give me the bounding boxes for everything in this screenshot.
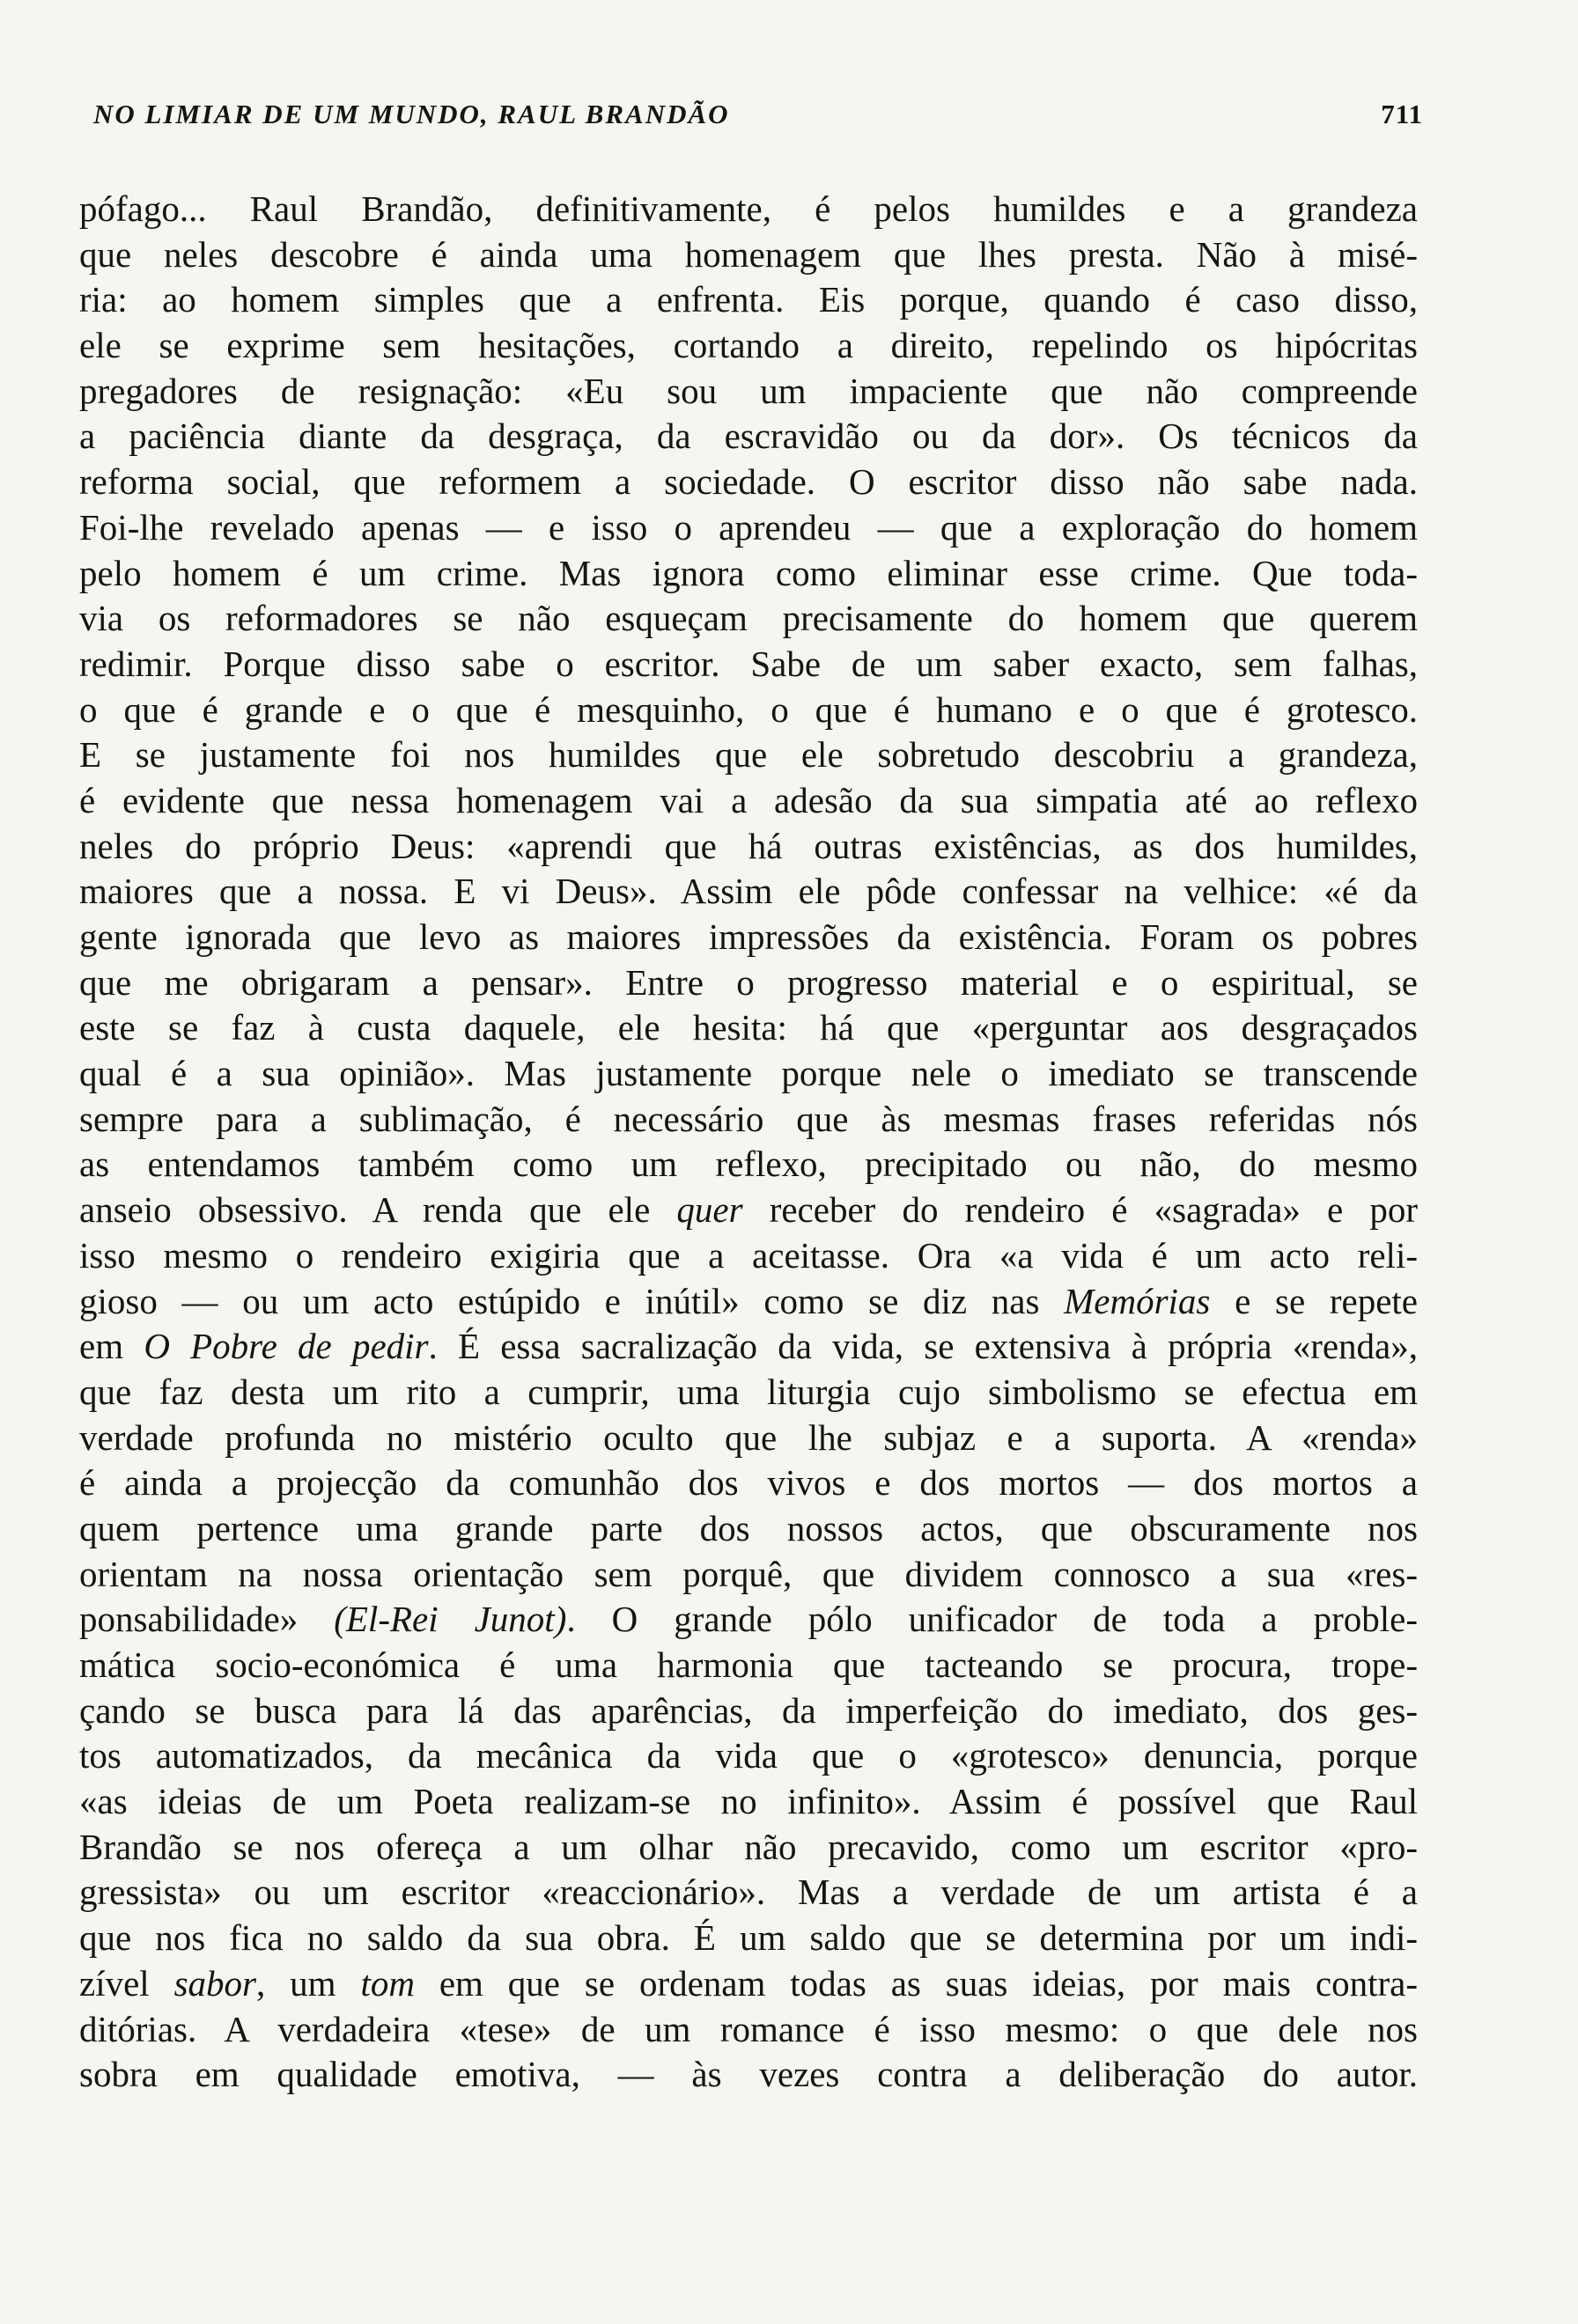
text-line: ria: ao homem simples que a enfrenta. Eis porque, quando é caso disso, — [79, 279, 1418, 320]
text-line: que faz desta um rito a cumprir, uma liturgia cujo simbolismo se efectua em — [79, 1371, 1418, 1412]
italic-text: quer — [676, 1189, 743, 1231]
text-line: o que é grande e o que é mesquinho, o que é humano e o que é grotesco. — [79, 688, 1418, 730]
page-header — [93, 99, 1423, 151]
text-line: ele se exprime sem hesitações, cortando a direito, repelindo os hipócritas — [79, 325, 1418, 366]
body-text — [79, 187, 1418, 2098]
text-line: pófago... Raul Brandão, definitivamente, é pelos humildes e a grandeza — [79, 188, 1418, 229]
text-line: Brandão se nos ofereça a um olhar não precavido, como um escritor «pro- — [79, 1826, 1418, 1867]
text-line: a paciência diante da desgraça, da escravidão ou da dor». Os técnicos da — [79, 416, 1418, 457]
italic-text: tom — [360, 1962, 415, 2004]
text-line: E se justamente foi nos humildes que ele sobretudo descobriu a grandeza, — [79, 734, 1418, 776]
text-line: maiores que a nossa. E vi Deus». Assim ele pôde confessar na velhice: «é da — [79, 871, 1418, 912]
text-line: redimir. Porque disso sabe o escritor. Sabe de um saber exacto, sem falhas, — [79, 643, 1418, 684]
text-line: sempre para a sublimação, é necessário que às mesmas frases referidas nós — [79, 1098, 1418, 1139]
text-line: anseio obsessivo. A renda que ele quer receber do rendeiro é «sagrada» e por — [79, 1189, 1418, 1231]
text-line: este se faz à custa daquele, ele hesita: há que «perguntar aos desgraçados — [79, 1007, 1418, 1048]
text-line: tos automatizados, da mecânica da vida que o «grotesco» denuncia, porque — [79, 1735, 1418, 1776]
text-line: quem pertence uma grande parte dos nossos actos, que obscuramente nos — [79, 1507, 1418, 1548]
text-line: ditórias. A verdadeira «tese» de um romance é isso mesmo: o que dele nos — [79, 2008, 1418, 2049]
text-line: mática socio-económica é uma harmonia que tacteando se procura, trope- — [79, 1644, 1418, 1685]
text-line: que nos fica no saldo da sua obra. É um saldo que se determina por um indi- — [79, 1917, 1418, 1959]
text-line: ponsabilidade» (El-Rei Junot). O grande pólo unificador de toda a proble- — [79, 1599, 1418, 1640]
italic-text: sabor — [173, 1962, 256, 2004]
text-line: qual é a sua opinião». Mas justamente porque nele o imediato se transcende — [79, 1053, 1418, 1094]
text-line: isso mesmo o rendeiro exigiria que a aceitasse. Ora «a vida é um acto reli- — [79, 1234, 1418, 1276]
text-line: é evidente que nessa homenagem vai a adesão da sua simpatia até ao reflexo — [79, 779, 1418, 820]
italic-text: (El-Rei Junot) — [334, 1599, 567, 1640]
text-line: verdade profunda no mistério oculto que lhe subjaz e a suporta. A «renda» — [79, 1416, 1418, 1458]
text-line: reforma social, que reformem a sociedade. O escritor disso não sabe nada. — [79, 461, 1418, 503]
text-line: as entendamos também como um reflexo, precipitado ou não, do mesmo — [79, 1144, 1418, 1185]
text-line: Foi-lhe revelado apenas — e isso o aprendeu — que a exploração do homem — [79, 506, 1418, 548]
text-line: gioso — ou um acto estúpido e inútil» como se diz nas Memórias e se repete — [79, 1280, 1418, 1321]
italic-text: O Pobre de pedir — [144, 1326, 429, 1367]
text-line: pelo homem é um crime. Mas ignora como eliminar esse crime. Que toda- — [79, 552, 1418, 593]
running-title: NO LIMIAR DE UM MUNDO, RAUL BRANDÃO — [93, 99, 730, 129]
text-line: «as ideias de um Poeta realizam-se no infinito». Assim é possível que Raul — [79, 1781, 1418, 1822]
text-line: orientam na nossa orientação sem porquê, que dividem connosco a sua «res- — [79, 1553, 1418, 1594]
text-line: que me obrigaram a pensar». Entre o progresso material e o espiritual, se — [79, 961, 1418, 1003]
page-number: 711 — [1381, 99, 1423, 129]
text-line: via os reformadores se não esqueçam precisamente do homem que querem — [79, 598, 1418, 639]
text-line: que neles descobre é ainda uma homenagem que lhes presta. Não à misé- — [79, 233, 1418, 275]
text-line: é ainda a projecção da comunhão dos vivos e dos mortos — dos mortos a — [79, 1462, 1418, 1504]
text-line: çando se busca para lá das aparências, da imperfeição do imediato, dos ges- — [79, 1689, 1418, 1731]
text-line: zível sabor, um tom em que se ordenam todas as suas ideias, por mais contra- — [79, 1962, 1418, 2004]
text-line: gressista» ou um escritor «reaccionário». Mas a verdade de um artista é a — [79, 1872, 1418, 1913]
text-line: em O Pobre de pedir. É essa sacralização da vida, se extensiva à própria «renda», — [79, 1326, 1418, 1367]
text-line: neles do próprio Deus: «aprendi que há outras existências, as dos humildes, — [79, 825, 1418, 866]
text-line: gente ignorada que levo as maiores impressões da existência. Foram os pobres — [79, 916, 1418, 957]
italic-text: Memórias — [1064, 1280, 1211, 1321]
text-line: sobra em qualidade emotiva, — às vezes contra a deliberação do autor. — [79, 2054, 1418, 2095]
text-line: pregadores de resignação: «Eu sou um impaciente que não compreende — [79, 370, 1418, 411]
